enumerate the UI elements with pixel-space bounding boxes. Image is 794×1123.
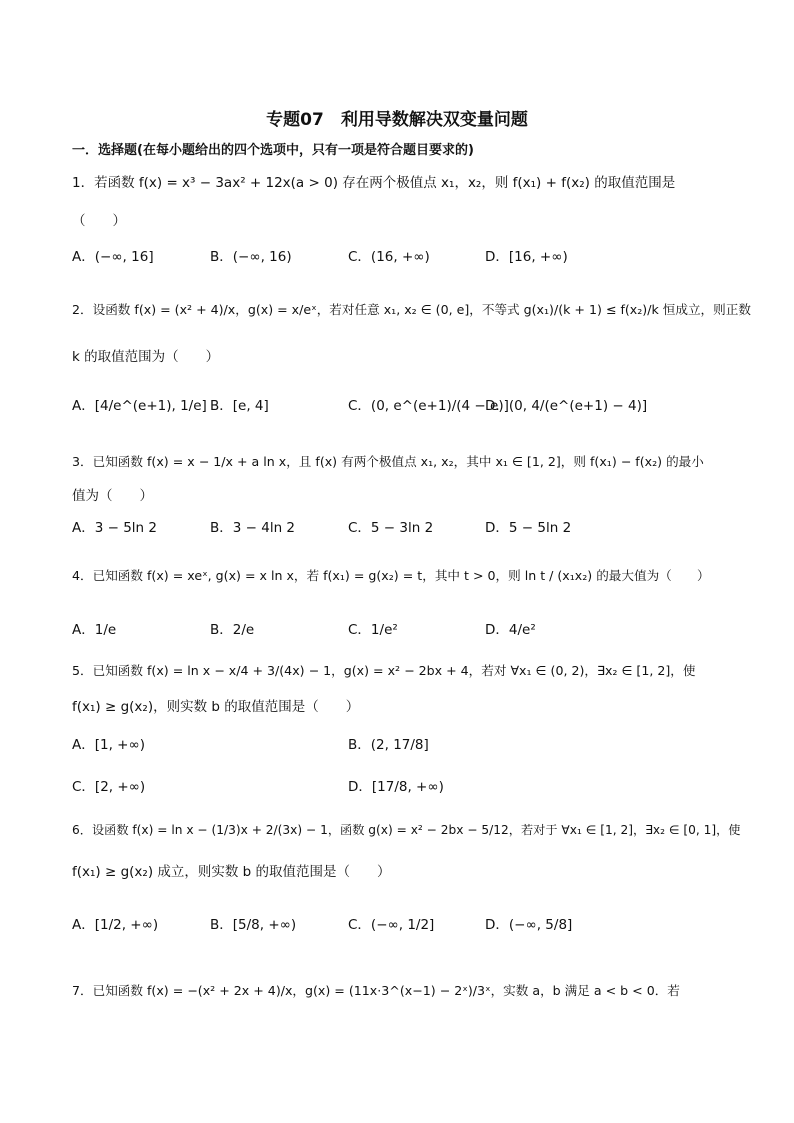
q1-option-a: A．(−∞, 16] <box>72 249 154 265</box>
q6-option-d: D．(−∞, 5/8] <box>485 917 573 933</box>
q5-option-a: A．[1, +∞) <box>72 737 145 753</box>
q4-option-b: B．2/e <box>210 622 255 638</box>
q5-option-b: B．(2, 17/8] <box>348 737 429 753</box>
question-3-text: 3．已知函数 f(x) = x − 1/x + a ln x，且 f(x) 有两个极值点 x₁, x₂，其中 x₁ ∈ [1, 2]，则 f(x₁) − f(x₂) 的最小 <box>72 454 704 469</box>
question-2-text-2: k 的取值范围为（ ） <box>72 349 220 365</box>
q6-option-b: B．[5/8, +∞) <box>210 917 297 933</box>
q4-option-d: D．4/e² <box>485 622 536 638</box>
q2-option-a: A．[4/e^(e+1), 1/e] <box>72 398 207 414</box>
question-5-text: 5．已知函数 f(x) = ln x − x/4 + 3/(4x) − 1，g(x) = x² − 2bx + 4，若对 ∀x₁ ∈ (0, 2)，∃x₂ ∈ [1, 2]，使 <box>72 663 696 678</box>
q6-option-a: A．[1/2, +∞) <box>72 917 159 933</box>
q3-option-d: D．5 − 5ln 2 <box>485 520 572 536</box>
q2-option-c: C．(0, e^(e+1)/(4 − e)] <box>348 398 509 414</box>
q1-option-b: B．(−∞, 16) <box>210 249 292 265</box>
q3-option-a: A．3 − 5ln 2 <box>72 520 157 536</box>
q2-option-d: D．(0, 4/(e^(e+1) − 4)] <box>485 398 648 414</box>
q5-option-c: C．[2, +∞) <box>72 779 146 795</box>
q4-option-c: C．1/e² <box>348 622 398 638</box>
question-3-text-2: 值为（ ） <box>72 488 153 504</box>
question-4-text: 4．已知函数 f(x) = xeˣ, g(x) = x ln x，若 f(x₁) = g(x₂) = t，其中 t > 0，则 ln t / (x₁x₂) 的最大值为（ ） <box>72 568 710 583</box>
q3-option-b: B．3 − 4ln 2 <box>210 520 296 536</box>
q3-option-c: C．5 − 3ln 2 <box>348 520 434 536</box>
q4-option-a: A．1/e <box>72 622 117 638</box>
page-title: 专题07 利用导数解决双变量问题 <box>266 110 528 130</box>
question-7-text: 7．已知函数 f(x) = −(x² + 2x + 4)/x，g(x) = (11x·3^(x−1) − 2ˣ)/3ˣ，实数 a，b 满足 a < b < 0．若 <box>72 983 680 998</box>
question-5-text-2: f(x₁) ≥ g(x₂)，则实数 b 的取值范围是（ ） <box>72 699 360 715</box>
q5-option-d: D．[17/8, +∞) <box>348 779 444 795</box>
q1-option-d: D．[16, +∞) <box>485 249 568 265</box>
q6-option-c: C．(−∞, 1/2] <box>348 917 435 933</box>
question-6-text: 6．设函数 f(x) = ln x − (1/3)x + 2/(3x) − 1，函数 g(x) = x² − 2bx − 5/12，若对于 ∀x₁ ∈ [1, 2]，∃x₂ ∈ [0, 1]，使 <box>72 823 741 837</box>
question-1-paren: （ ） <box>72 213 126 229</box>
question-1-text: 1．若函数 f(x) = x³ − 3ax² + 12x(a > 0) 存在两个极值点 x₁，x₂，则 f(x₁) + f(x₂) 的取值范围是 <box>72 175 676 191</box>
section-heading: 一．选择题(在每小题给出的四个选项中，只有一项是符合题目要求的) <box>72 143 474 158</box>
question-2-text: 2．设函数 f(x) = (x² + 4)/x，g(x) = x/eˣ，若对任意 x₁, x₂ ∈ (0, e]，不等式 g(x₁)/(k + 1) ≤ f(x₂)/k 恒成立，则正数 <box>72 302 751 317</box>
q1-option-c: C．(16, +∞) <box>348 249 430 265</box>
q2-option-b: B．[e, 4] <box>210 398 269 414</box>
question-6-text-2: f(x₁) ≥ g(x₂) 成立，则实数 b 的取值范围是（ ） <box>72 864 391 880</box>
